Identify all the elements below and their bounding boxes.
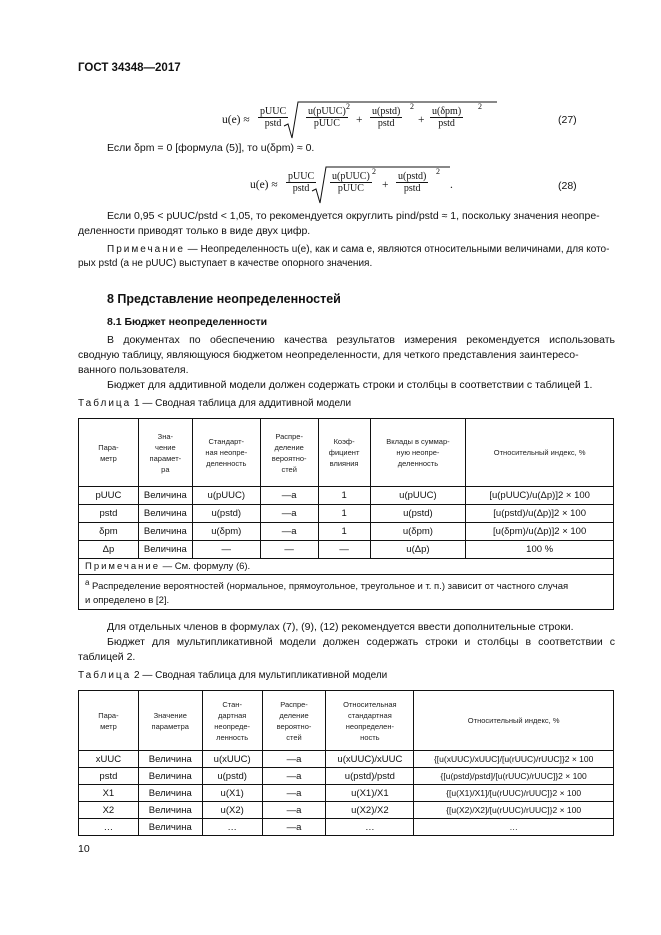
- section-8-1-title: 8.1 Бюджет неопределенности: [107, 316, 268, 328]
- table-1-header-row: [79, 419, 614, 487]
- table-2-header: Стан- дартная неопреде- ленность: [202, 691, 262, 751]
- table-row: xUUC Величина u(xUUC) —a u(xUUC)/xUUC {[u(xUUC)/xUUC]/[u(rUUC)/rUUC]}2 × 100: [79, 751, 614, 768]
- table-2: [78, 690, 614, 836]
- formula-27-term1: u(pUUC) pUUC: [308, 106, 346, 129]
- table-1-header: Коэф- фициент влияния: [318, 419, 370, 487]
- table-row: X2 Величина u(X2) —a u(X2)/X2 {[u(X2)/X2]/[u(rUUC)/rUUC]}2 × 100: [79, 802, 614, 819]
- document-header: ГОСТ 34348—2017: [78, 62, 181, 74]
- note-1-line2: рых pstd (а не pUUC) выступает в качестве опорного значения.: [78, 258, 373, 269]
- table-1-header: Относительный индекс, %: [466, 419, 614, 487]
- table-1: [78, 418, 614, 610]
- formula-28-lhs: u(e) ≈: [250, 179, 278, 191]
- formula-28-ratio: pUUC pstd: [288, 171, 315, 194]
- table-row: pstd Величина u(pstd) —a u(pstd)/pstd {[u(pstd)/pstd]/[u(rUUC)/rUUC]}2 × 100: [79, 768, 614, 785]
- table-2-header: Относительная стандартная неопределен- ность: [326, 691, 414, 751]
- table-row: pUUC Величина u(pUUC) —a 1 u(pUUC) [u(pUUC)/u(Δp)]2 × 100: [79, 487, 614, 505]
- table-row: pstd Величина u(pstd) —a 1 u(pstd) [u(pstd)/u(Δp)]2 × 100: [79, 505, 614, 523]
- para-budget-line1: В документах по обеспечению качества результатов измерения рекомендуется использовать: [107, 334, 615, 346]
- table-2-header: Распре- деление вероятно- стей: [262, 691, 326, 751]
- para-budget-line3: ванного пользователя.: [78, 364, 189, 376]
- formula-27-lhs: u(e) ≈: [222, 114, 250, 126]
- para-additive: Бюджет для аддитивной модели должен содержать строки и столбцы в соответствии с таблицей 1.: [107, 379, 593, 391]
- table-1-note-row: Примечание — См. формулу (6).: [79, 559, 614, 575]
- table-1-header: Зна- чение парамет- ра: [138, 419, 192, 487]
- table-row: X1 Величина u(X1) —a u(X1)/X1 {[u(X1)/X1]/[u(rUUC)/rUUC]}2 × 100: [79, 785, 614, 802]
- line-if-dp: Если δpm = 0 [формула (5)], то u(δpm) ≈ 0.: [107, 142, 315, 154]
- para-mult-line1: Бюджет для мультипликативной модели должен содержать строки и столбцы в соответствии с: [107, 636, 615, 648]
- para-budget-line2: сводную таблицу, являющуюся бюджетом неопределенности, для четкого представления заинтересо-: [78, 349, 579, 361]
- formula-27-number: (27): [558, 114, 577, 126]
- formula-28: u(e) ≈ pUUC pstd u(pUUC) pUUC 2 + u(pstd) pstd 2 .: [250, 165, 460, 207]
- formula-28-term1: u(pUUC) pUUC: [332, 171, 370, 194]
- table-2-caption: Таблица 2 — Сводная таблица для мультипликативной модели: [78, 670, 388, 681]
- note-1-line1: Примечание — Неопределенность u(e), как и сама e, являются относительными величинами, для кото-: [107, 244, 610, 255]
- table-1-header: Пара- метр: [79, 419, 139, 487]
- formula-28-term2: u(pstd) pstd: [398, 171, 427, 194]
- table-1-header: Вклады в суммар- ную неопре- деленность: [370, 419, 466, 487]
- table-1-header: Распре- деление вероятно- стей: [260, 419, 318, 487]
- para-round-line1: Если 0,95 < pUUC/pstd < 1,05, то рекомендуется округлить pind/pstd ≈ 1, поскольку значения неопре-: [107, 210, 600, 222]
- page-number: 10: [78, 843, 90, 855]
- table-1-header: Стандарт- ная неопре- деленность: [192, 419, 260, 487]
- table-row: … Величина … —a … …: [79, 819, 614, 836]
- formula-27-ratio: pUUC pstd: [260, 106, 287, 129]
- table-1-caption: Таблица 1 — Сводная таблица для аддитивной модели: [78, 398, 352, 409]
- table-2-header: Пара- метр: [79, 691, 139, 751]
- para-mult-line2: таблицей 2.: [78, 651, 136, 663]
- para-round-line2: деленности приводят только в виде двух цифр.: [78, 225, 311, 237]
- para-extra-rows: Для отдельных членов в формулах (7), (9), (12) рекомендуется ввести дополнительные строки.: [107, 621, 574, 633]
- table-row: δpm Величина u(δpm) —a 1 u(δpm) [u(δpm)/u(Δp)]2 × 100: [79, 523, 614, 541]
- table-2-header: Значение параметра: [138, 691, 202, 751]
- formula-27-term3: u(δpm) pstd: [432, 106, 462, 129]
- formula-27: u(e) ≈ pUUC pstd u(pUUC) pUUC 2 + u(pstd) pstd 2 + u(δpm) pstd 2: [222, 100, 492, 142]
- formula-27-term2: u(pstd) pstd: [372, 106, 401, 129]
- table-1-footnote-row: $^a$ Распределение вероятностей (нормальное, прямоугольное, треугольное и т. п.) зависит от частного случая и определено в [2].: [79, 575, 614, 610]
- table-2-header: Относительный индекс, %: [414, 691, 614, 751]
- table-2-header-row: [79, 691, 614, 751]
- section-8-title: 8 Представление неопределенностей: [107, 292, 341, 306]
- table-row: Δp Величина — — — u(Δp) 100 %: [79, 541, 614, 559]
- formula-28-number: (28): [558, 180, 577, 192]
